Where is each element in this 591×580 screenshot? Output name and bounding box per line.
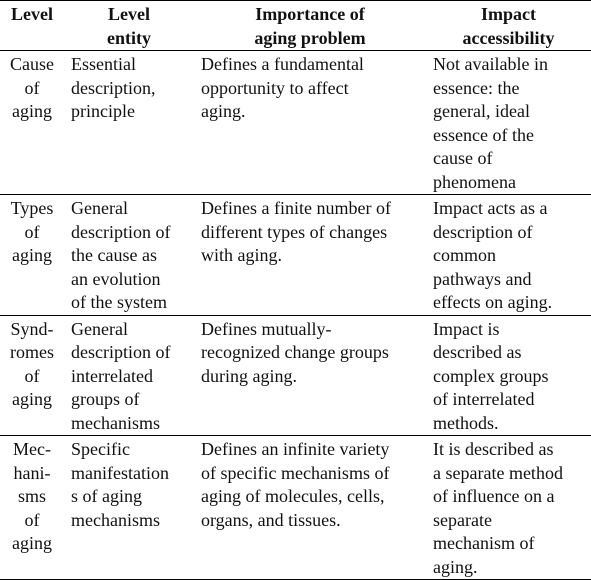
header-level: Level [0,1,64,51]
cell-importance: Defines mutually- recognized change groups during aging. [194,315,426,436]
cell-impact: Impact acts as a description of common pathways and effects on aging. [426,195,591,316]
cell-entity: General description of the cause as an evolution of the system [64,195,194,316]
table-row [0,315,591,436]
cell-impact: Not available in essence: the general, ideal essence of the cause of phenomena [426,51,591,195]
cell-impact: It is described as a separate method of influence on a separate mechanism of aging. [426,436,591,580]
header-impact-accessibility: Impact accessibility [426,1,591,51]
table-row [0,195,591,316]
cell-impact: Impact is described as complex groups of interrelated methods. [426,315,591,436]
header-row [0,1,591,51]
table-row [0,436,591,580]
cell-level: Synd- romes of aging [0,315,64,436]
cell-importance: Defines a finite number of different types of changes with aging. [194,195,426,316]
header-level-entity: Level entity [64,1,194,51]
cell-entity: Specific manifestation s of aging mechanisms [64,436,194,580]
cell-entity: General description of interrelated groups of mechanisms [64,315,194,436]
cell-importance: Defines a fundamental opportunity to affect aging. [194,51,426,195]
table-body [0,51,591,580]
cell-importance: Defines an infinite variety of specific mechanisms of aging of molecules, cells, organs, and tissues. [194,436,426,580]
cell-level: Types of aging [0,195,64,316]
cell-level: Cause of aging [0,51,64,195]
cell-level: Mec- hani- sms of aging [0,436,64,580]
header-importance: Importance of aging problem [194,1,426,51]
table-header [0,1,591,51]
cell-entity: Essential description, principle [64,51,194,195]
table-row [0,51,591,195]
